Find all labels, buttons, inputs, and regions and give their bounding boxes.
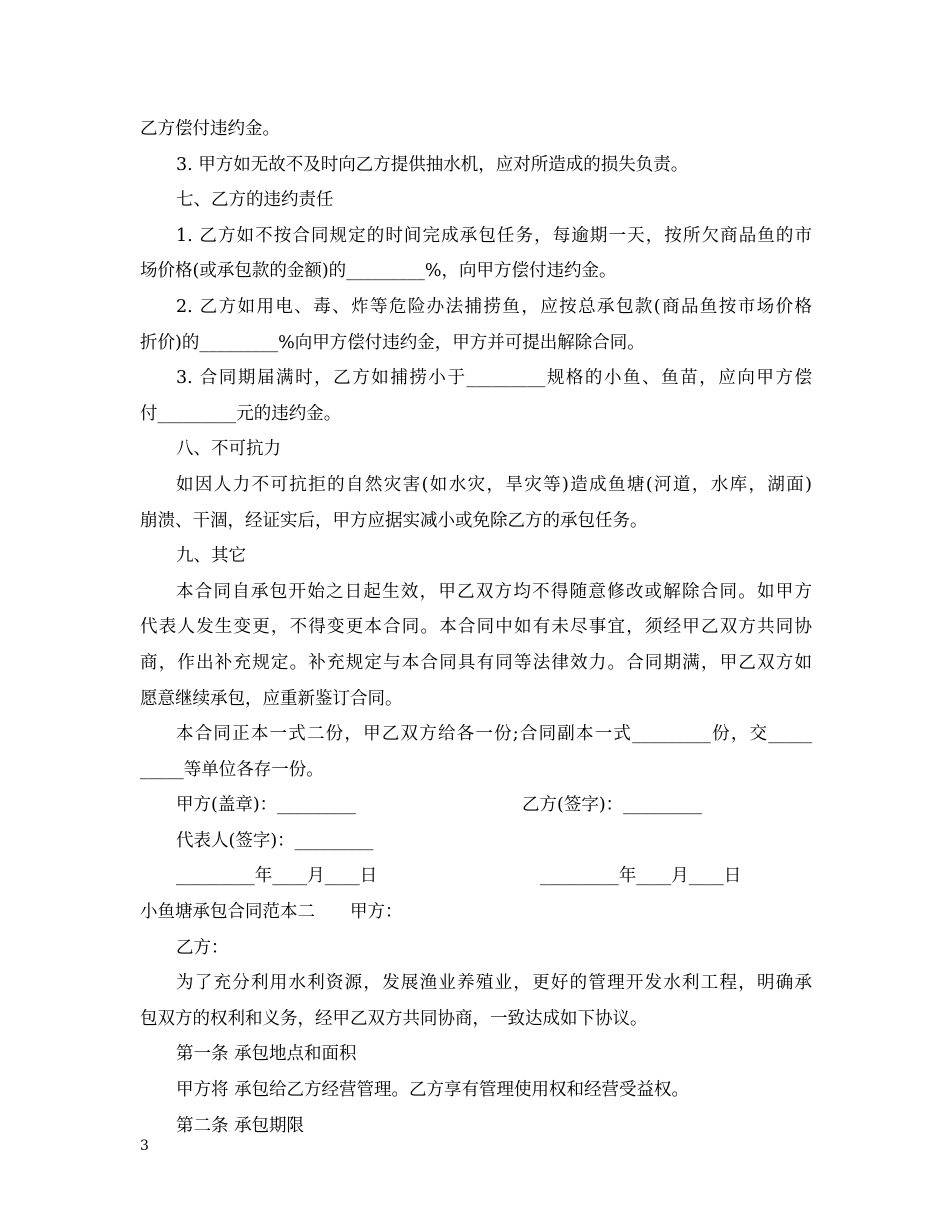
text-line: 3. 合同期届满时，乙方如捕捞小于_________规格的小鱼、鱼苗，应向甲方偿 [176,368,812,389]
text-line: 商，作出补充规定。补充规定与本合同具有同等法律效力。合同期满，甲乙双方如 [140,652,812,673]
text-line: 乙方偿付违约金。 [140,119,280,139]
text-line: 3. 甲方如无故不及时向乙方提供抽水机，应对所造成的损失负责。 [176,154,689,175]
page-number: 3 [140,1138,149,1154]
party-b-signature: 乙方(签字)：_________ [522,795,702,816]
text-line: 场价格(或承包款的金额)的_________%，向甲方偿付违约金。 [140,261,617,282]
text-line: 九、其它 [176,546,246,567]
text-line: 第一条 承包地点和面积 [176,1044,357,1065]
text-line: 小鱼塘承包合同范本二 甲方： [140,902,403,923]
text-line: 包双方的权利和义务，经甲乙双方共同协商，一致达成如下协议。 [140,1008,648,1029]
text-line: 甲方将 承包给乙方经营管理。乙方享有管理使用权和经营受益权。 [176,1080,690,1101]
document-body [140,112,812,1144]
text-line: 付_________元的违约金。 [140,403,342,424]
text-line: 为了充分利用水利资源，发展渔业养殖业，更好的管理开发水利工程，明确承 [176,973,812,994]
text-line: 如因人力不可抗拒的自然灾害(如水灾，旱灾等)造成鱼塘(河道，水库，湖面) [176,474,812,495]
text-line: 1. 乙方如不按合同规定的时间完成承包任务，每逾期一天，按所欠商品鱼的市 [176,225,812,246]
date-party-a: _________年____月____日 [176,866,378,887]
contract-part-two [140,895,812,1144]
text-line: 崩溃、干涸，经证实后，甲方应据实减小或免除乙方的承包任务。 [140,510,648,531]
text-line: 折价)的_________%向甲方偿付违约金，甲方并可提出解除合同。 [140,332,645,353]
representative-signature: 代表人(签字)：_________ [176,830,374,851]
text-line: 2. 乙方如用电、毒、炸等危险办法捕捞鱼，应按总承包款(商品鱼按市场价格 [176,296,812,317]
party-a-seal: 甲方(盖章)：_________ [176,795,356,816]
text-line: _____等单位各存一份。 [140,759,324,780]
date-party-b: _________年____月____日 [540,866,742,887]
text-line: 乙方： [176,937,229,958]
text-line: 代表人发生变更，不得变更本合同。本合同中如有未尽事宜，须经甲乙双方共同协 [140,617,812,638]
signature-row-parties [140,788,812,824]
text-line: 本合同自承包开始之日起生效，甲乙双方均不得随意修改或解除合同。如甲方 [176,581,812,602]
text-line: 第二条 承包期限 [176,1115,305,1136]
text-line: 愿意继续承包，应重新鉴订合同。 [140,688,403,709]
text-line: 七、乙方的违约责任 [176,190,334,211]
text-line: 本合同正本一式二份，甲乙双方给各一份;合同副本一式_________份，交_____ [176,724,812,745]
contract-part-one [140,112,812,788]
text-line: 八、不可抗力 [176,439,281,460]
signature-row-dates [140,859,812,895]
